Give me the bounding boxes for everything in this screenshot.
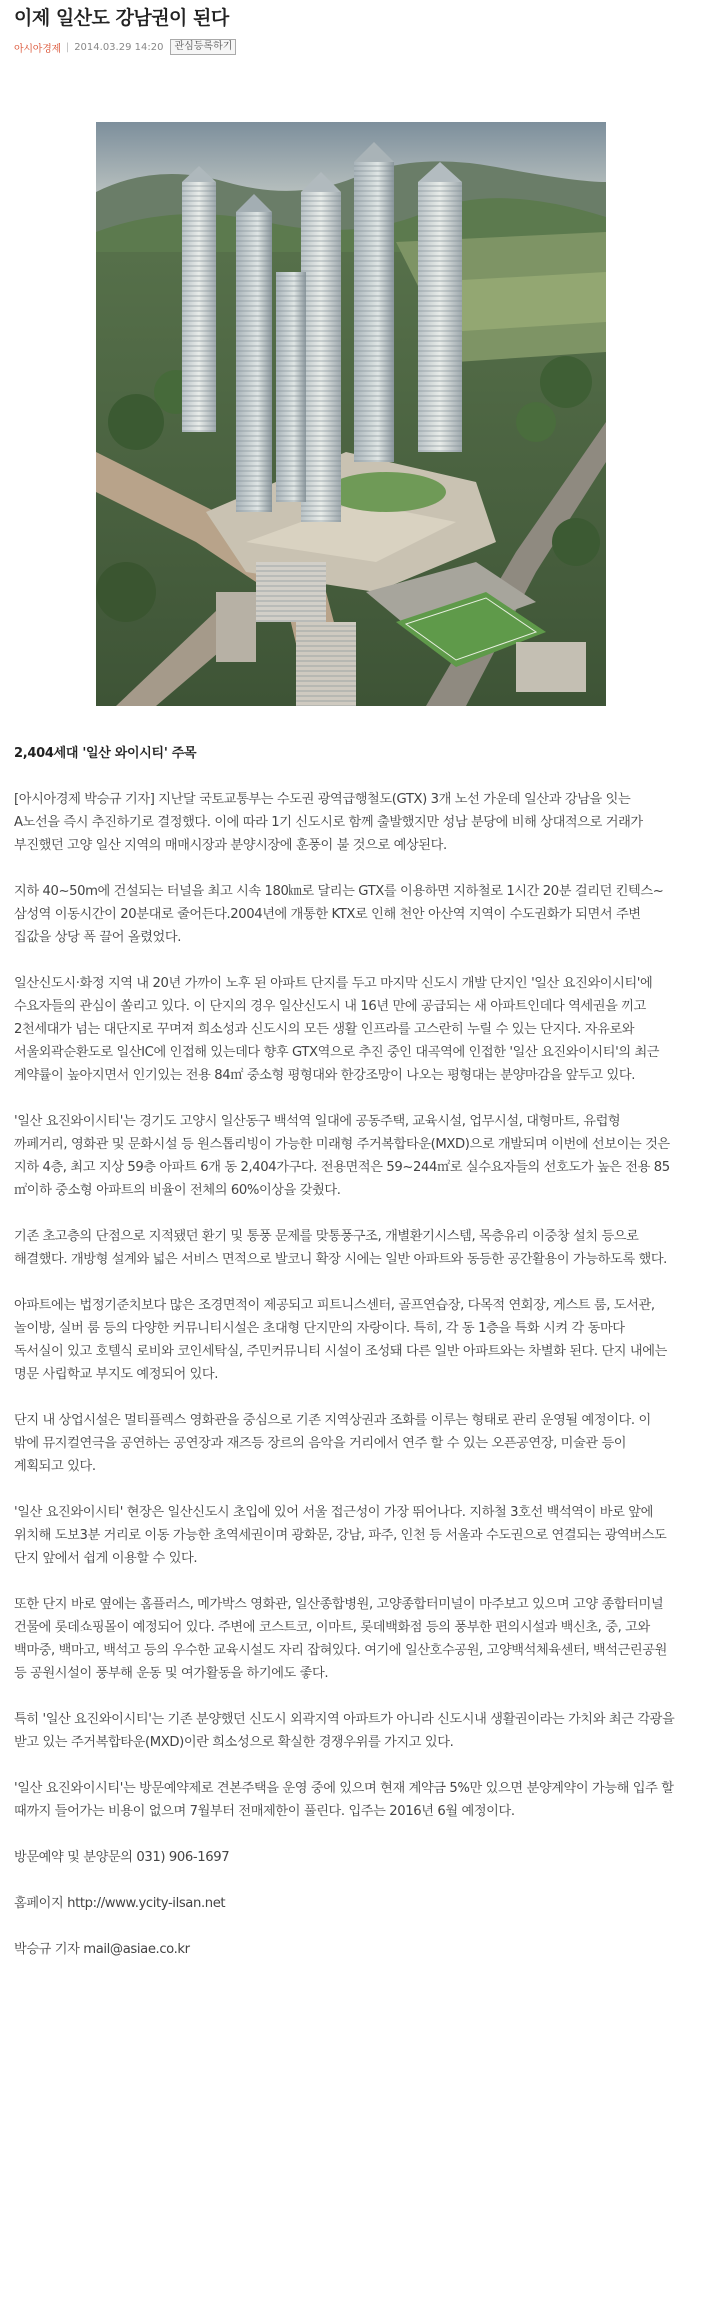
article-paragraph: '일산 요진와이시티' 현장은 일산신도시 초입에 있어 서울 접근성이 가장 뛰어나다. 지하철 3호선 백석역이 바로 앞에 위치해 도보3분 거리로 이동 가능한 초역세권이며 광화문, 강남, 파주, 인천 등 서울과 수도권으로 연결되는 광역버스도 단지 앞에서 쉽게 이용할 수 있다. — [14, 1505, 667, 1566]
meta-divider: | — [65, 41, 70, 53]
article-paragraph: 일산신도시·화정 지역 내 20년 가까이 노후 된 아파트 단지를 두고 마지막 신도시 개발 단지인 '일산 요진와이시티'에 수요자들의 관심이 쏠리고 있다. 이 단지의 경우 일산신도시 내 16년 만에 공급되는 새 아파트인데다 역세권을 끼고 2천세대가 넘는 대단지로 꾸며져 희소성과 신도시의 모든 생활 인프라를 고스란히 누릴 수 있는 단지다. 자유로와 서울외곽순환도로 일산IC에 인접해 있는데다 향후 GTX역으로 추진 중인 대곡역에 인접한 '일산 요진와이시티'의 최근 계약률이 높아지면서 인기있는 전용 84㎡ 중소형 평형대와 한강조망이 나오는 평형대는 분양마감을 앞두고 있다. — [14, 976, 660, 1083]
article-photo — [96, 122, 606, 706]
homepage-link[interactable]: 홈페이지 http://www.ycity-ilsan.net — [14, 1896, 226, 1911]
article-headline: 이제 일산도 강남권이 된다 — [14, 7, 229, 29]
article — [14, 0, 686, 1957]
contact-phone: 방문예약 및 분양문의 031) 906-1697 — [14, 1850, 230, 1865]
apartment-rendering-image — [96, 122, 606, 706]
article-subheading: 2,404세대 '일산 와이시티' 주목 — [14, 746, 197, 761]
article-paragraph: 기존 초고층의 단점으로 지적됐던 환기 및 통풍 문제를 맞통풍구조, 개별환기시스템, 목층유리 이중창 설치 등으로 해결했다. 개방형 설계와 넓은 서비스 면적으로 발코니 확장 시에는 일반 아파트와 동등한 공간활용이 가능하도록 했다. — [14, 1229, 667, 1267]
article-paragraph: '일산 요진와이시티'는 경기도 고양시 일산동구 백석역 일대에 공동주택, 교육시설, 업무시설, 대형마트, 유럽형 까페거리, 영화관 및 문화시설 등 원스톱리빙이 가능한 미래형 주거복합타운(MXD)으로 개발되며 이번에 선보이는 것은 지하 4층, 최고 지상 59층 아파트 6개 동 2,404가구다. 전용면적은 59~244㎡로 실수요자들의 선호도가 높은 전용 85㎡이하 중소형 아파트의 비율이 전체의 60%이상을 갖췄다. — [14, 1114, 670, 1198]
article-date: 2014.03.29 14:20 — [74, 41, 164, 53]
article-paragraph: 아파트에는 법정기준치보다 많은 조경면적이 제공되고 피트니스센터, 골프연습장, 다목적 연회장, 게스트 룸, 도서관, 놀이방, 실버 룸 등의 다양한 커뮤니티시설은 초대형 단지만의 자랑이다. 특히, 각 동 1층을 특화 시켜 각 동마다 독서실이 있고 호텔식 로비와 코인세탁실, 주민커뮤니티 시설이 조성돼 다른 일반 아파트와는 차별화 된다. 단지 내에는 명문 사립학교 부지도 예정되어 있다. — [14, 1298, 667, 1382]
article-source[interactable]: 아시아경제 — [14, 43, 61, 55]
article-meta — [14, 38, 686, 56]
reporter-email[interactable]: 박승규 기자 mail@asiae.co.kr — [14, 1942, 190, 1957]
article-paragraph: 특히 '일산 요진와이시티'는 기존 분양했던 신도시 외곽지역 아파트가 아니라 신도시내 생활권이라는 가치와 최근 각광을 받고 있는 주거복합타운(MXD)이란 희소성으로 확실한 경쟁우위를 가지고 있다. — [14, 1712, 675, 1750]
article-paragraph: '일산 요진와이시티'는 방문예약제로 견본주택을 운영 중에 있으며 현재 계약금 5%만 있으면 분양계약이 가능해 입주 할 때까지 들어가는 비용이 없으며 7월부터 전매제한이 풀린다. 입주는 2016년 6월 예정이다. — [14, 1781, 674, 1819]
article-paragraph: 단지 내 상업시설은 멀티플렉스 영화관을 중심으로 기존 지역상권과 조화를 이루는 형태로 관리 운영될 예정이다. 이 밖에 뮤지컬연극을 공연하는 공연장과 재즈등 장르의 음악을 거리에서 연주 할 수 있는 오픈공연장, 미술관 등이 계획되고 있다. — [14, 1413, 651, 1474]
article-body — [14, 788, 676, 1984]
interest-register-button[interactable]: 관심등록하기 — [170, 39, 236, 55]
article-paragraph: 또한 단지 바로 옆에는 홈플러스, 메가박스 영화관, 일산종합병원, 고양종합터미널이 마주보고 있으며 고양 종합터미널 건물에 롯데쇼핑몰이 예정되어 있다. 주변에 코스트코, 이마트, 롯데백화점 등의 풍부한 편의시설과 백신초, 중, 고와 백마중, 백마고, 백석고 등의 우수한 교육시설도 자리 잡혀있다. 여기에 일산호수공원, 고양백석체육센터, 백석근린공원 등 공원시설이 풍부해 운동 및 여가활동을 하기에도 좋다. — [14, 1597, 667, 1681]
article-paragraph: [아시아경제 박승규 기자] 지난달 국토교통부는 수도권 광역급행철도(GTX) 3개 노선 가운데 일산과 강남을 잇는 A노선을 즉시 추진하기로 결정했다. 이에 따라 1기 신도시로 함께 출발했지만 성남 분당에 비해 상대적으로 거래가 부진했던 고양 일산 지역의 매매시장과 분양시장에 훈풍이 불 것으로 예상된다. — [14, 792, 643, 853]
article-paragraph: 지하 40~50m에 건설되는 터널을 최고 시속 180㎞로 달리는 GTX를 이용하면 지하철로 1시간 20분 걸리던 킨텍스~삼성역 이동시간이 20분대로 줄어든다.2004년에 개통한 KTX로 인해 천안 아산역 지역이 수도권화가 되면서 주변 집값을 상당 폭 끌어 올렸었다. — [14, 884, 664, 945]
